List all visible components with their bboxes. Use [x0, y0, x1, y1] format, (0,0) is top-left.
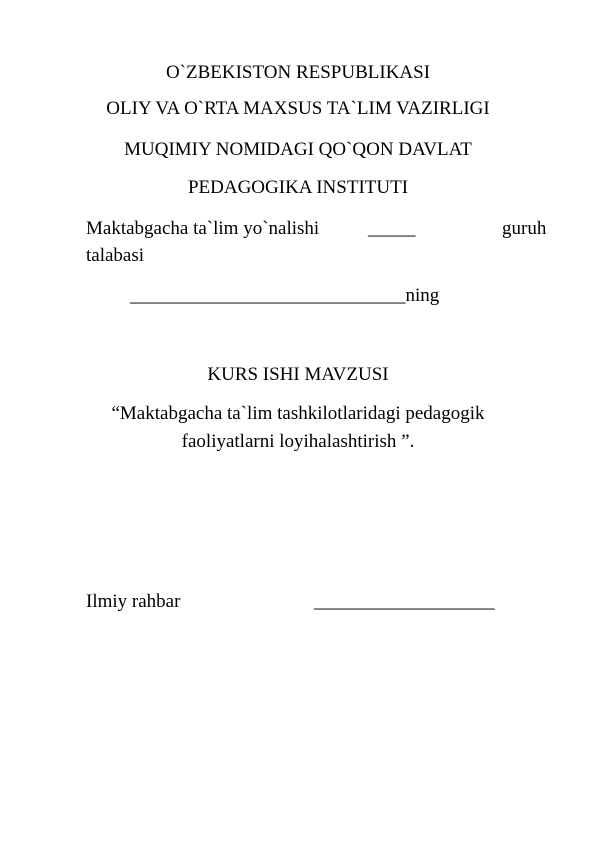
talabasi-word: talabasi	[86, 245, 145, 266]
student-name-blank: _____________________________ning	[130, 285, 440, 306]
topic-title-line1: “Maktabgacha ta`lim tashkilotlaridagi pedagogik	[111, 403, 485, 424]
supervisor-label: Ilmiy rahbar	[86, 591, 181, 612]
guruh-word: guruh	[502, 218, 547, 239]
institute-type-line: PEDAGOGIKA INSTITUTI	[187, 177, 409, 198]
topic-heading: KURS ISHI MAVZUSI	[207, 364, 389, 385]
ministry-country-line: O`ZBEKISTON RESPUBLIKASI	[165, 62, 431, 83]
institute-name-line: MUQIMIY NOMIDAGI QO`QON DAVLAT	[124, 139, 472, 160]
topic-title-line2: faoliyatlarni loyihalashtirish ”.	[181, 431, 415, 452]
direction-label: Maktabgacha ta`lim yo`nalishi	[86, 218, 320, 239]
group-number-blank: _____	[368, 218, 416, 239]
supervisor-signature-blank: ___________________	[314, 591, 495, 612]
ministry-name-line: OLIY VA O`RTA MAXSUS TA`LIM VAZIRLIGI	[106, 98, 490, 119]
